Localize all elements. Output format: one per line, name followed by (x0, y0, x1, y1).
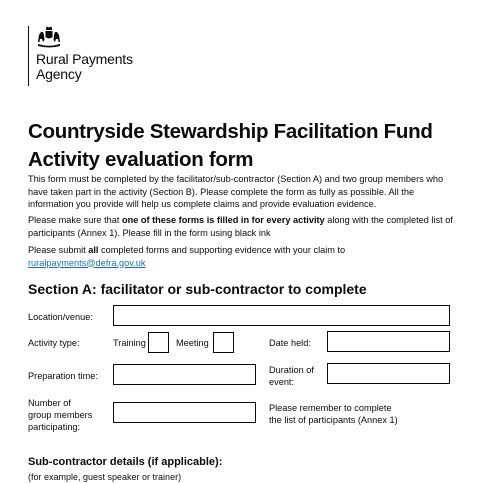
training-checkbox[interactable] (148, 332, 169, 353)
preparation-time-label: Preparation time: (28, 371, 98, 381)
instruction-paragraph (28, 214, 458, 239)
group-members-label: Number of group members participating: (28, 398, 93, 432)
rpa-logo (28, 26, 133, 86)
preparation-time-input[interactable] (113, 364, 256, 385)
date-held-input[interactable] (327, 331, 450, 352)
subcontractor-heading: Sub-contractor details (if applicable): (28, 456, 223, 468)
email-link[interactable]: ruralpayments@defra.gov.uk (28, 257, 146, 268)
note-text-start: Please make sure that (28, 215, 122, 225)
participants-reminder: Please remember to complete the list of participants (Annex 1) (269, 403, 398, 425)
meeting-checkbox[interactable] (213, 332, 234, 353)
location-input[interactable] (113, 305, 450, 326)
training-label: Training (113, 338, 146, 348)
group-members-input[interactable] (113, 402, 256, 423)
submit-paragraph (28, 244, 458, 269)
subcontractor-hint: (for example, guest speaker or trainer) (28, 472, 182, 482)
note-text-emphasis: one of these forms is filled in for every activity (121, 215, 325, 225)
meeting-label: Meeting (176, 338, 209, 348)
submit-text-emphasis: all (88, 245, 99, 255)
page-title (28, 118, 468, 174)
submit-text-start: Please submit (28, 245, 89, 255)
section-a-heading: Section A: facilitator or sub-contractor to complete (28, 281, 367, 297)
title-line-2: Activity evaluation form (28, 148, 254, 171)
submit-text-end: completed forms and supporting evidence with your claim to (98, 245, 346, 255)
location-label: Location/venue: (28, 312, 93, 322)
organisation-name: Rural Payments Agency (36, 51, 133, 82)
royal-coat-of-arms-icon (36, 26, 62, 48)
intro-paragraph: This form must be completed by the facilitator/sub-contractor (Section A) and two group members who have taken part in the activity (Section B). Please complete the form as fully as possible. All the information you provide will help us complete claims and provide evaluation evidence. (28, 174, 444, 209)
note-text-end: along with the completed list of participants (Annex 1). Please fill in the form using black ink (28, 215, 453, 238)
title-line-1: Countryside Stewardship Facilitation Fund (28, 120, 433, 143)
duration-input[interactable] (327, 363, 450, 384)
activity-type-label: Activity type: (28, 338, 80, 348)
duration-label: Duration of event: (269, 365, 314, 387)
date-held-label: Date held: (269, 338, 311, 348)
